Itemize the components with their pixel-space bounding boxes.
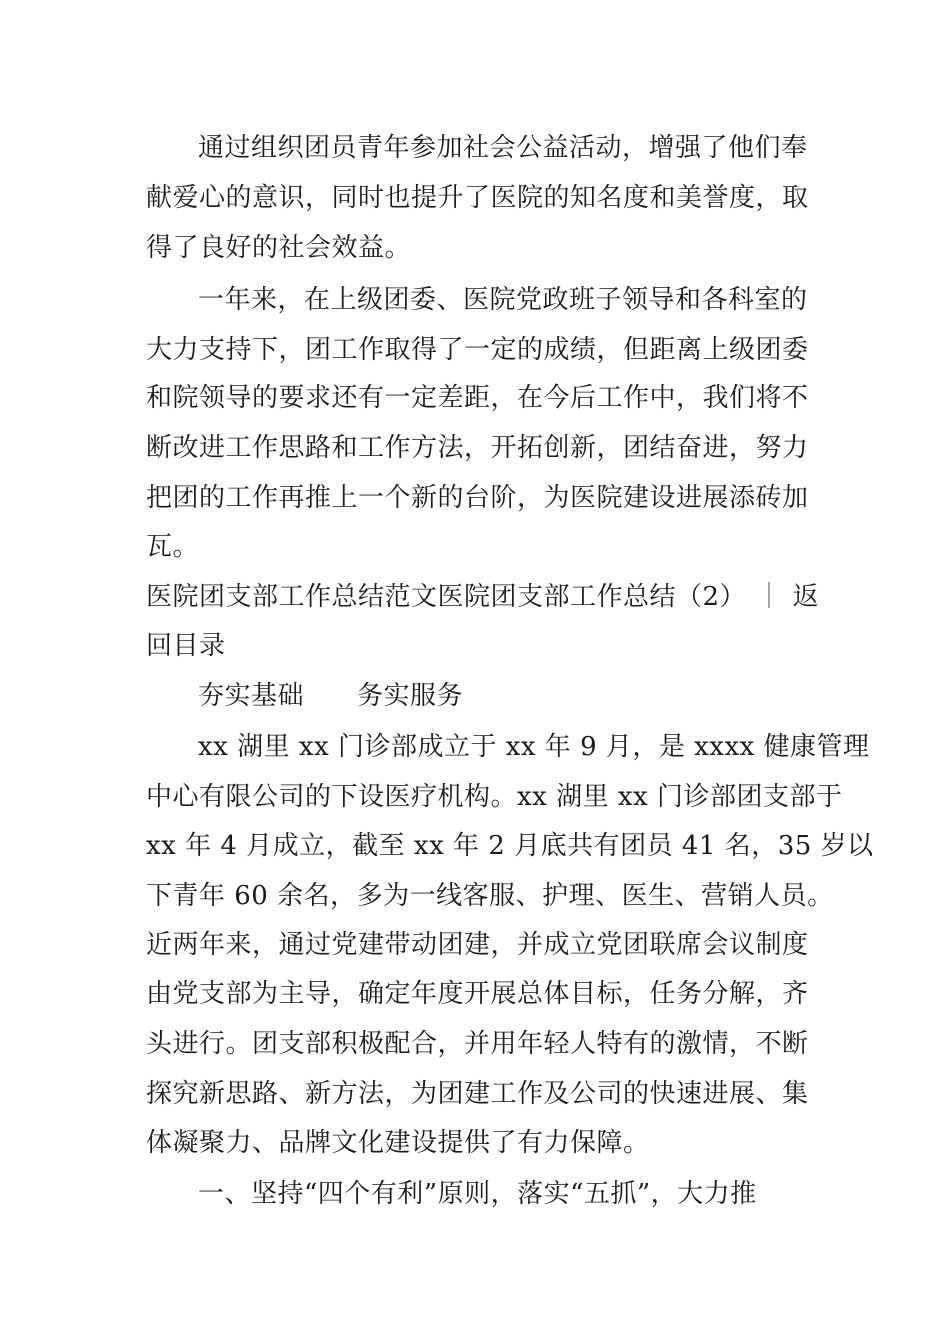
- paragraph-2-line-1: 一年来，在上级团委、医院党政班子领导和各科室的: [198, 285, 808, 315]
- paragraph-3-line-5: 近两年来，通过党建带动团建，并成立党团联席会议制度: [146, 930, 809, 960]
- paragraph-3-line-3: xx 年 4 月成立，截至 xx 年 2 月底共有团员 41 名，35 岁以: [146, 831, 874, 861]
- paragraph-3-line-9: 体凝聚力、品牌文化建设提供了有力保障。: [146, 1128, 650, 1158]
- paragraph-3-line-8: 探究新思路、新方法，为团建工作及公司的快速进展、集: [146, 1079, 809, 1109]
- paragraph-1-line-3: 得了良好的社会效益。: [146, 233, 412, 263]
- paragraph-4-line-1: 一、坚持“四个有利”原则，落实“五抓”，大力推: [198, 1179, 757, 1209]
- section-title: 医院团支部工作总结范文医院团支部工作总结（2）: [146, 582, 747, 612]
- paragraph-2-line-5: 把团的工作再推上一个新的台阶，为医院建设进展添砖加: [146, 483, 809, 513]
- section-subtitle: 夯实基础 务实服务: [198, 681, 464, 711]
- paragraph-2-line-6: 瓦。: [146, 532, 200, 562]
- section-heading: [146, 577, 826, 617]
- paragraph-2-line-4: 断改进工作思路和工作方法，开拓创新，团结奋进，努力: [146, 433, 809, 463]
- return-link-part1[interactable]: 返: [792, 582, 820, 612]
- return-to-contents-link[interactable]: 回目录: [146, 631, 226, 661]
- paragraph-3-line-4: 下青年 60 余名，多为一线客服、护理、医生、营销人员。: [146, 881, 834, 911]
- heading-separator: ｜: [756, 582, 783, 612]
- paragraph-1-line-1: 通过组织团员青年参加社会公益活动，增强了他们奉: [198, 133, 808, 163]
- paragraph-3-line-2: 中心有限公司的下设医疗机构。xx 湖里 xx 门诊部团支部于: [146, 782, 843, 812]
- paragraph-2-line-3: 和院领导的要求还有一定差距，在今后工作中，我们将不: [146, 383, 809, 413]
- paragraph-2-line-2: 大力支持下，团工作取得了一定的成绩，但距离上级团委: [146, 335, 809, 365]
- paragraph-3-line-1: xx 湖里 xx 门诊部成立于 xx 年 9 月，是 xxxx 健康管理: [198, 732, 870, 762]
- paragraph-3-line-6: 由党支部为主导，确定年度开展总体目标，任务分解，齐: [146, 979, 809, 1009]
- paragraph-1-line-2: 献爱心的意识，同时也提升了医院的知名度和美誉度，取: [146, 183, 809, 213]
- paragraph-3-line-7: 头进行。团支部积极配合，并用年轻人特有的激情，不断: [146, 1029, 809, 1059]
